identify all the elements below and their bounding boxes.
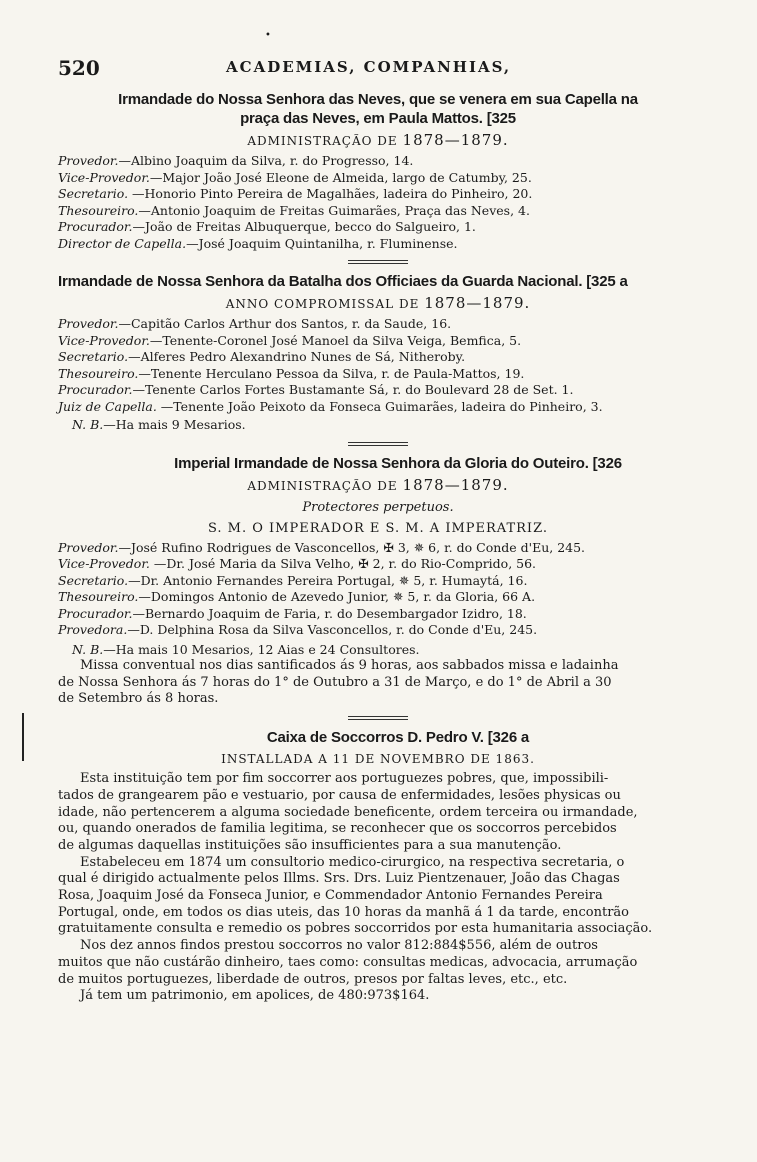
officer-details: —Tenente João Peixoto da Fonseca Guimarães, ladeira do Pinheiro, 3. (156, 398, 603, 414)
print-mark: • (265, 30, 271, 41)
officer-details: —Domingos Antonio de Azevedo Junior, ✵ 5, r. da Gloria, 66 A. (138, 589, 536, 604)
officer-entry (58, 366, 698, 383)
officer-details: —Tenente Herculano Pessoa da Silva, r. de Paula-Mattos, 19. (138, 365, 525, 381)
officer-role: Thesoureiro. (58, 202, 139, 218)
paragraph-line: idade, não pertencerem a alguma sociedade beneficente, ordem terceira ou irmandade, (58, 804, 638, 820)
paragraph-line: ou, quando onerados de familia legitima, se reconhecer que os soccorros percebidos (58, 821, 617, 837)
paragraph-line: de algumas daquellas instituições são insufficientes para a sua manutenção. (58, 837, 562, 853)
section-title (58, 90, 698, 128)
installed-line: INSTALLADA A 11 DE NOVEMBRO DE 1863. (221, 752, 535, 767)
officer-entry (58, 219, 698, 236)
section-caixa-de-soccorros (58, 728, 698, 1005)
nota-bene (58, 417, 698, 434)
officer-details: —D. Delphina Rosa da Silva Vasconcellos, r. do Conde d'Eu, 245. (127, 622, 538, 637)
nb-label: N. B. (72, 417, 104, 432)
officer-entry (58, 236, 698, 253)
officer-details: —Dr. José Maria da Silva Velho, ✠ 2, r. do Rio-Comprido, 56. (149, 556, 537, 571)
paragraph-line: de Setembro ás 8 horas. (58, 691, 219, 707)
section-nossa-senhora-da-batalha (58, 272, 698, 434)
anno-compromissal-line (58, 293, 698, 314)
section-title: Imperial Irmandade de Nossa Senhora da Gloria do Outeiro. [326 (174, 454, 622, 472)
section-divider (348, 716, 408, 720)
administration-line (58, 130, 698, 151)
officer-entry (58, 556, 698, 573)
nb-text: —Ha mais 9 Mesarios. (103, 417, 246, 432)
officer-details: —Albino Joaquim da Silva, r. do Progresso, 14. (118, 153, 414, 168)
admin-label: ADMINISTRAÇÃO DE (247, 478, 398, 493)
paragraph-line: gratuitamente consulta e remedio os pobres soccorridos por esta humanitaria associação. (58, 921, 653, 937)
officer-role: Vice-Provedor. (58, 169, 150, 185)
running-title: ACADEMIAS, COMPANHIAS, (226, 58, 512, 76)
paragraph-line: Estabeleceu em 1874 um consultorio medico-cirurgico, na respectiva secretaria, o (80, 854, 625, 870)
officer-role: Vice-Provedor. (58, 556, 150, 571)
admin-years: 1878—1879. (402, 131, 509, 149)
section-nossa-senhora-das-neves (58, 90, 698, 252)
officer-role: Provedor. (58, 539, 119, 555)
paragraph-line: Nos dez annos findos prestou soccorros no valor 812:884$556, além de outros (80, 938, 598, 954)
officer-details: —Alferes Pedro Alexandrino Nunes de Sá, Nitheroby. (128, 349, 466, 364)
officer-role: Secretario. (58, 186, 129, 201)
paragraph-patrimonio (58, 988, 698, 1005)
missa-paragraph (58, 658, 698, 708)
section-gloria-do-outeiro (58, 454, 698, 709)
officer-entry (58, 186, 698, 203)
officer-role: Vice-Provedor. (58, 332, 150, 348)
nb-label: N. B. (72, 641, 104, 657)
officer-entry (58, 589, 698, 606)
officer-details: —Dr. Antonio Fernandes Pereira Portugal, ✵ 5, r. Humaytá, 16. (128, 572, 528, 588)
officer-role: Provedor. (58, 153, 119, 168)
officer-role: Provedor. (58, 316, 119, 331)
paragraph-line: muitos que não custárão dinheiro, taes como: consultas medicas, advocacia, arrumação (58, 954, 638, 970)
officer-entry (58, 349, 698, 366)
officer-entry (58, 606, 698, 623)
officer-entry (58, 153, 698, 170)
officer-entry (58, 622, 698, 639)
officer-entry (58, 573, 698, 590)
officer-details: —Major João José Eleone de Almeida, largo de Catumby, 25. (149, 169, 532, 185)
officer-role: Procurador. (58, 382, 133, 397)
officer-role: Procurador. (58, 605, 133, 621)
admin-label: ADMINISTRAÇÃO DE (247, 134, 398, 148)
officer-details: —Bernardo Joaquim de Faria, r. do Desembargador Izidro, 18. (132, 605, 527, 621)
officer-role: Director de Capella. (58, 235, 187, 251)
section-title: Caixa de Soccorros D. Pedro V. [326 a (266, 729, 530, 747)
paragraph-line: de muitos portuguezes, liberdade de outros, presos por faltas leves, etc., etc. (58, 971, 568, 987)
paragraph-line: Esta instituição tem por fim soccorrer aos portuguezes pobres, que, impossibili- (80, 771, 609, 787)
section-title-line: praça das Neves, em Paula Mattos. [325 (240, 110, 516, 127)
officer-details: —Antonio Joaquim de Freitas Guimarães, Praça das Neves, 4. (138, 202, 530, 218)
margin-rule (22, 713, 24, 761)
officer-role: Provedora. (58, 622, 128, 637)
nb-text: —Ha mais 10 Mesarios, 12 Aias e 24 Consultores. (103, 641, 420, 657)
section-title: Irmandade de Nossa Senhora da Batalha dos Officiaes da Guarda Nacional. [325 a (58, 273, 628, 290)
officer-details: —José Rufino Rodrigues de Vasconcellos, ✠ 3, ✵ 6, r. do Conde d'Eu, 245. (118, 539, 586, 555)
paragraph-soccorros (58, 938, 698, 988)
officer-entry (58, 382, 698, 399)
anno-years: 1878—1879. (424, 294, 531, 312)
officer-entry (58, 399, 698, 416)
officer-role: Procurador. (58, 219, 133, 234)
officer-role: Juiz de Capella. (58, 398, 157, 414)
protectores-heading: Protectores perpetuos. (302, 499, 454, 515)
officer-details: —Tenente Carlos Fortes Bustamante Sá, r. do Boulevard 28 de Set. 1. (132, 382, 574, 397)
officer-entry (58, 170, 698, 187)
officer-details: —Honorio Pinto Pereira de Magalhães, ladeira do Pinheiro, 20. (128, 186, 533, 201)
officer-role: Secretario. (58, 349, 129, 364)
imperadores-line: S. M. O IMPERADOR E S. M. A IMPERATRIZ. (207, 520, 549, 536)
anno-label: ANNO COMPROMISSAL DE (225, 297, 420, 311)
paragraph-consultorio (58, 855, 698, 939)
nota-bene (58, 642, 698, 659)
officer-role: Secretario. (58, 572, 129, 588)
officer-details: —Capitão Carlos Arthur dos Santos, r. da Saude, 16. (118, 316, 452, 331)
page (58, 18, 698, 1005)
paragraph-line: de Nossa Senhora ás 7 horas do 1° de Outubro a 31 de Março, e do 1° de Abril a 30 (58, 674, 612, 690)
officer-entry (58, 540, 698, 557)
page-number: 520 (58, 56, 100, 80)
officer-details: —Tenente-Coronel José Manoel da Silva Veiga, Bemfica, 5. (149, 332, 522, 348)
officer-role: Thesoureiro. (58, 589, 139, 604)
running-header (58, 56, 698, 90)
officer-entry (58, 316, 698, 333)
officer-entry (58, 333, 698, 350)
officer-details: —João de Freitas Albuquerque, becco do Salgueiro, 1. (132, 219, 476, 234)
paragraph-purpose (58, 771, 698, 855)
section-title-line: Irmandade do Nossa Senhora das Neves, que se venera em sua Capella na (118, 91, 638, 108)
paragraph-line: Portugal, onde, em todos os dias uteis, das 10 horas da manhã á 1 da tarde, encontrão (58, 904, 629, 920)
paragraph-line: Já tem um patrimonio, em apolices, de 480:973$164. (80, 988, 430, 1004)
section-divider (348, 260, 408, 264)
admin-years: 1878—1879. (402, 475, 509, 494)
paragraph-line: qual é dirigido actualmente pelos Illms. Srs. Drs. Luiz Pientzenauer, João das Chagas (58, 871, 620, 887)
officer-entry (58, 203, 698, 220)
officer-role: Thesoureiro. (58, 365, 139, 381)
officer-details: —José Joaquim Quintanilha, r. Fluminense. (186, 235, 458, 251)
paragraph-line: tados de grangearem pão e vestuario, por causa de enfermidades, lesões physicas ou (58, 787, 621, 803)
paragraph-line: Missa conventual nos dias santificados ás 9 horas, aos sabbados missa e ladainha (80, 658, 619, 673)
administration-line (58, 475, 698, 496)
paragraph-line: Rosa, Joaquim José da Fonseca Junior, e Commendador Antonio Fernandes Pereira (58, 888, 603, 904)
section-divider (348, 442, 408, 446)
